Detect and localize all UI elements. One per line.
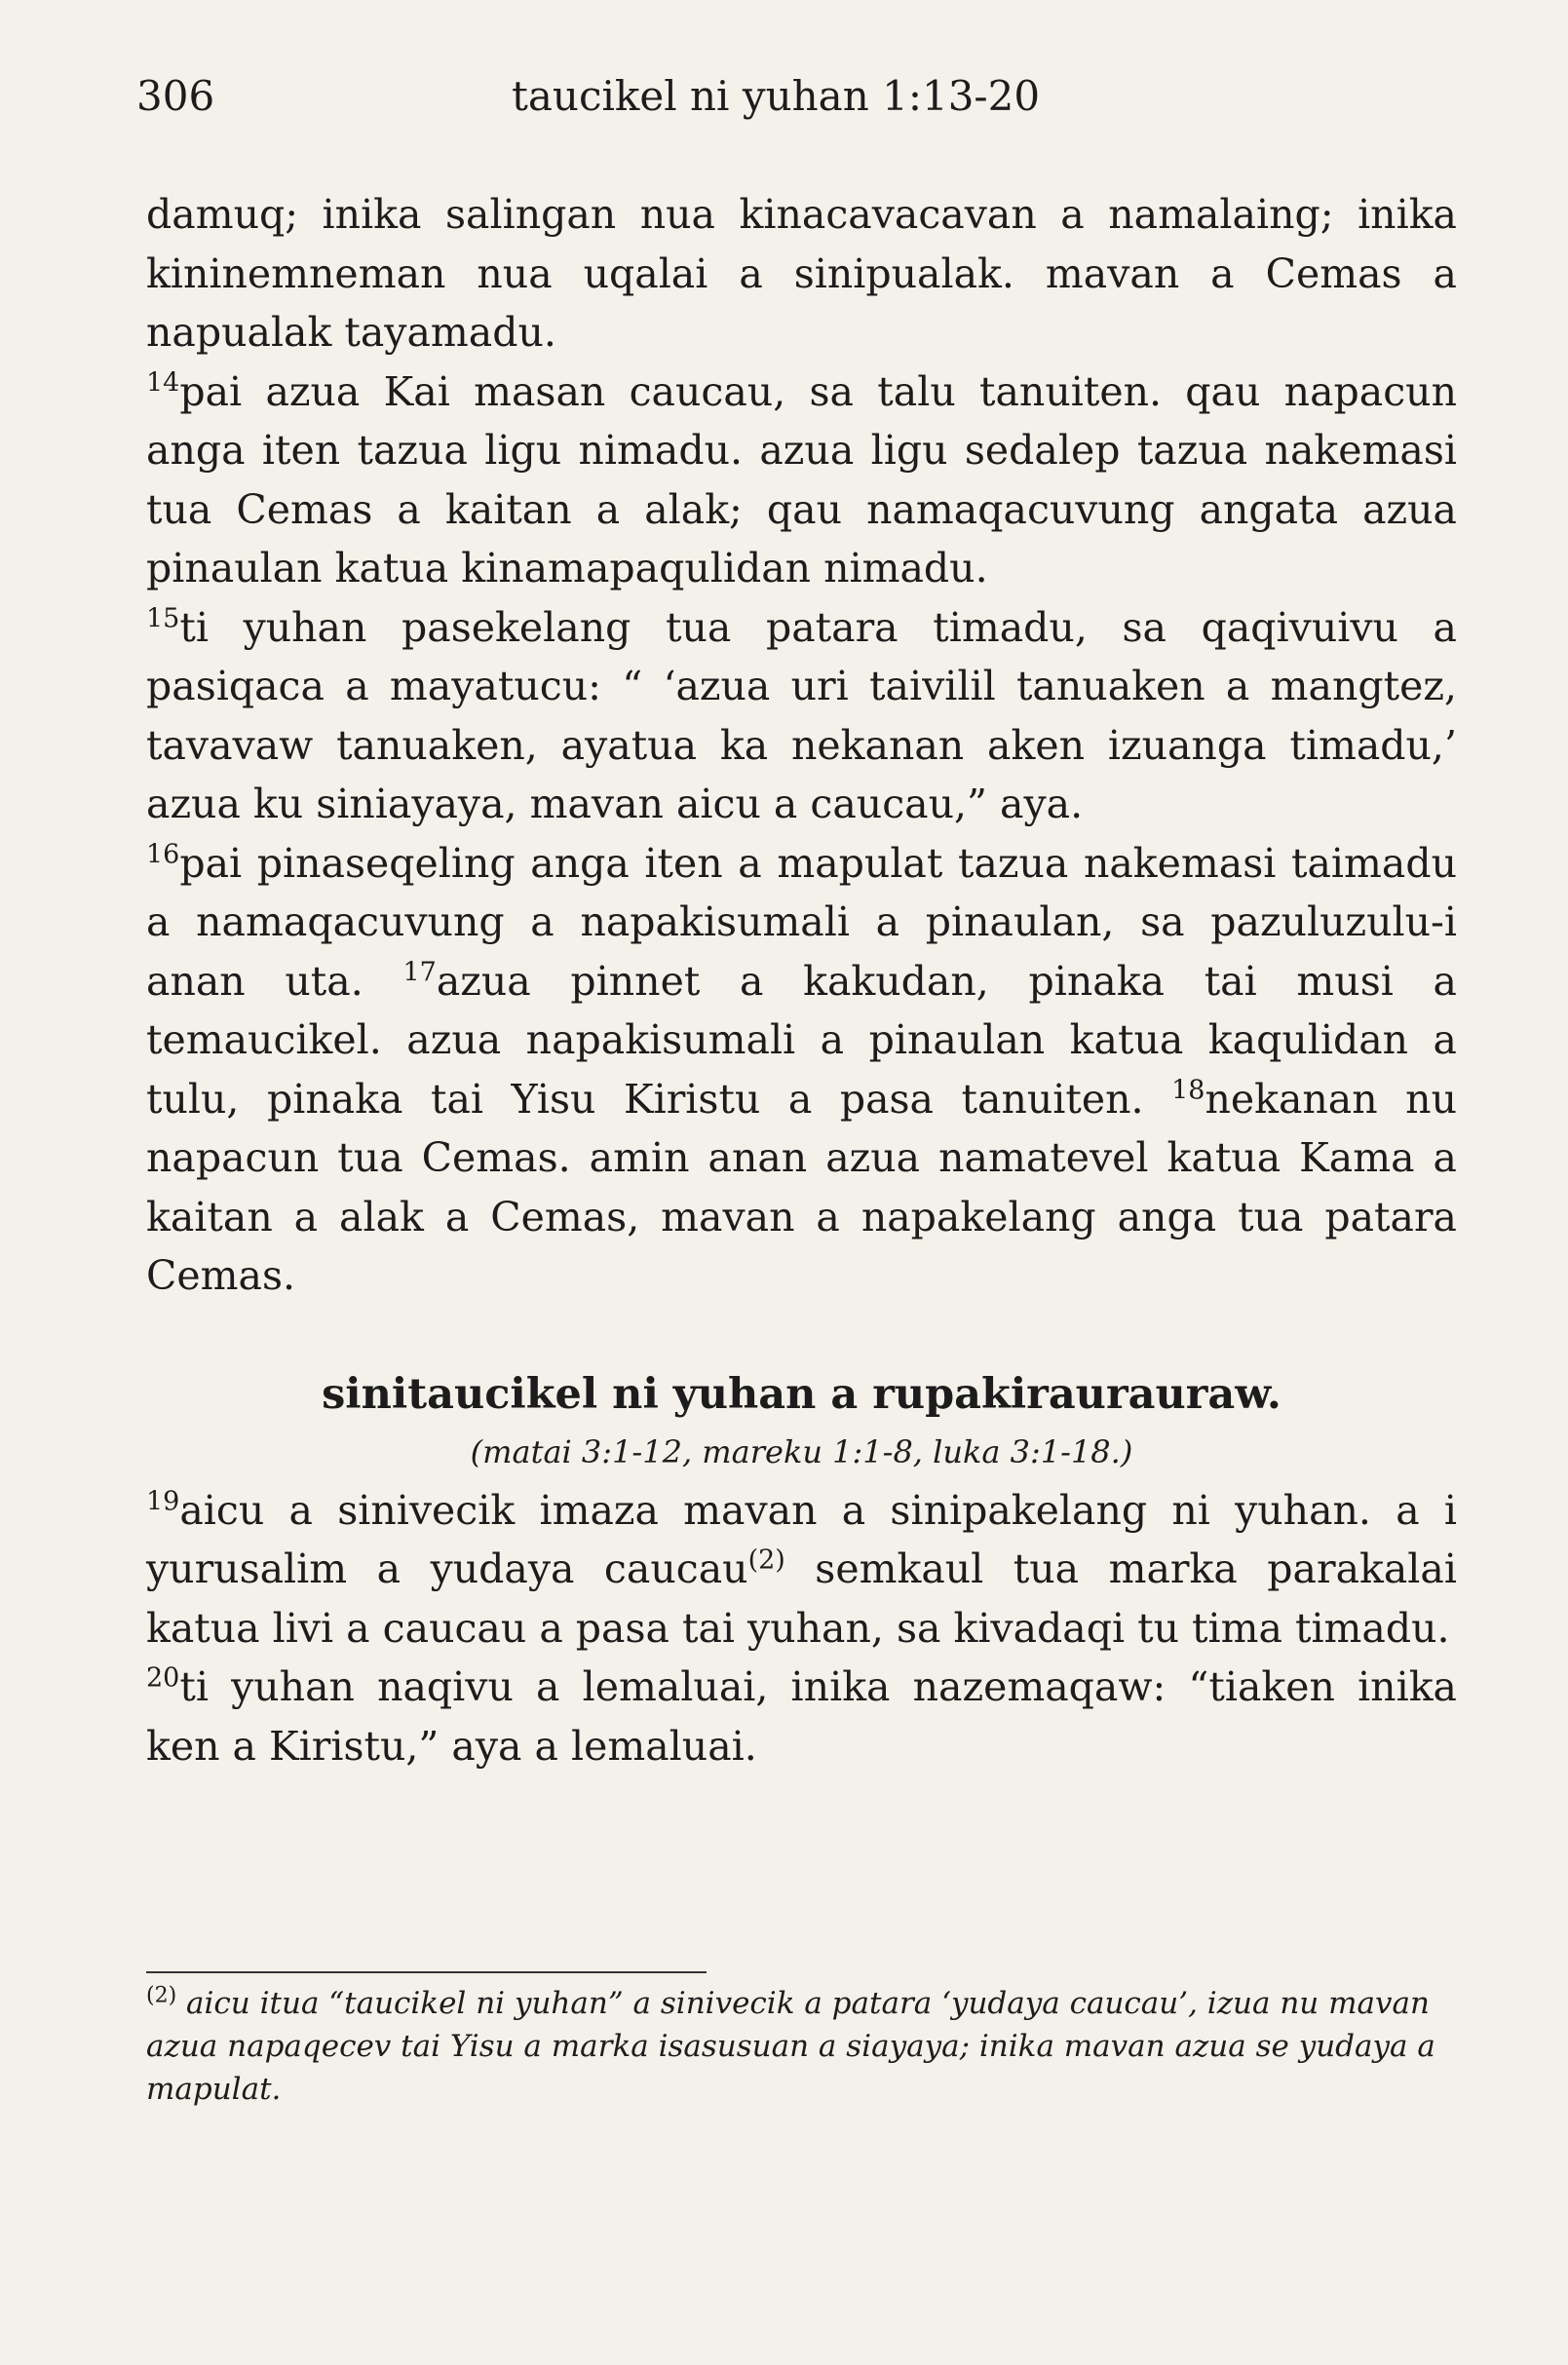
- verse-15: [146, 598, 1457, 834]
- verse-text: ti yuhan pasekelang tua patara timadu, sa qaqivuivu a pasiqaca a mayatucu: “ ‘azua uri taivilil tanuaken a mangtez, tavavaw tanuaken, ayatua ka nekanan aken izuanga timadu,’ azua ku siniayaya, mavan aicu a caucau,” aya.: [146, 603, 1457, 827]
- verse-number: 18: [1171, 1074, 1205, 1105]
- main-text: [146, 185, 1457, 1775]
- verse-text: azua pinnet a kakudan, pinaka tai musi a temaucikel. azua napakisumali a pinaulan katua kaqulidan a tulu, pinaka tai Yisu Kiristu a pasa tanuiten.: [146, 957, 1457, 1123]
- section-reference: (matai 3:1-12, mareku 1:1-8, luka 3:1-18.): [470, 1432, 1133, 1470]
- verse-text: pai azua Kai masan caucau, sa talu tanuiten. qau napacun anga iten tazua ligu nimadu. azua ligu sedalep tazua nakemasi tua Cemas a kaitan a alak; qau namaqacuvung angata azua pinaulan katua kinamapaqulidan nimadu.: [146, 367, 1457, 591]
- verse-text: damuq; inika salingan nua kinacavacavan a namalaing; inika kininemneman nua uqalai a sinipualak. mavan a Cemas a napualak tayamadu.: [146, 191, 1457, 356]
- verse-text: pai pinaseqeling anga iten a mapulat tazua nakemasi taimadu a namaqacuvung a napakisumali a pinaulan, sa pazuluzulu-i anan uta.: [146, 839, 1457, 1005]
- verse-number: 15: [146, 602, 180, 633]
- footnote-mark: (2): [146, 1983, 177, 2008]
- footnote: [146, 1982, 1457, 2111]
- verse-number: 14: [146, 366, 180, 398]
- section-title: sinitaucikel ni yuhan a rupakiraurauraw.: [322, 1369, 1281, 1419]
- verse-number: 19: [146, 1485, 180, 1516]
- verse-14: [146, 362, 1457, 598]
- verse-16-18: [146, 834, 1457, 1306]
- verse-text: semkaul tua marka parakalai katua livi a caucau a pasa tai yuhan, sa kivadaqi tu tima timadu.: [146, 1545, 1457, 1652]
- page-number: 306: [136, 72, 215, 120]
- verse-number: 16: [146, 838, 180, 869]
- verse-text: aicu a sinivecik imaza mavan a sinipakelang ni yuhan. a i yurusalim a yudaya caucau: [146, 1486, 1457, 1592]
- verse-13-continuation: [146, 185, 1457, 362]
- running-title: taucikel ni yuhan 1:13-20: [512, 72, 1041, 120]
- footnote-text: aicu itua “taucikel ni yuhan” a sinivecik a patara ‘yudaya caucau’, izua nu mavan azua napaqecev tai Yisu a marka isasusuan a siayaya; inika mavan azua se yudaya a mapulat.: [146, 1986, 1435, 2107]
- footnote-reference[interactable]: (2): [747, 1545, 785, 1576]
- verse-20: [146, 1658, 1457, 1775]
- verse-text: ti yuhan naqivu a lemaluai, inika nazemaqaw: “tiaken inika ken a Kiristu,” aya a lemaluai.: [146, 1663, 1457, 1770]
- verse-number: 17: [402, 956, 437, 987]
- verse-19: [146, 1481, 1457, 1659]
- verse-number: 20: [146, 1662, 180, 1694]
- verse-text: nekanan nu napacun tua Cemas. amin anan azua namatevel katua Kama a kaitan a alak a Cemas, mavan a napakelang anga tua patara Cemas.: [146, 1075, 1457, 1299]
- footnote-divider: [146, 1971, 707, 1973]
